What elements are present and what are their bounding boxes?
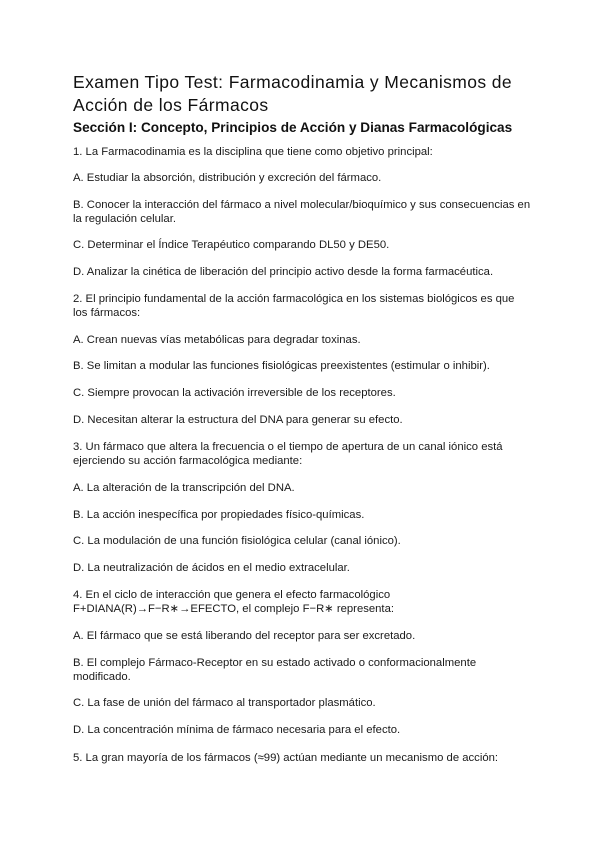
question-3-option-d: D. La neutralización de ácidos en el medio extracelular. [73, 562, 350, 574]
page-title: Examen Tipo Test: Farmacodinamia y Mecanismos de Acción de los Fármacos [73, 72, 513, 115]
question-2-option-a: A. Crean nuevas vías metabólicas para degradar toxinas. [73, 334, 361, 346]
question-2-option-d: D. Necesitan alterar la estructura del DNA para generar su efecto. [73, 414, 403, 426]
question-1-stem: 1. La Farmacodinamia es la disciplina que tiene como objetivo principal: [73, 146, 433, 158]
question-3-stem: 3. Un fármaco que altera la frecuencia o el tiempo de apertura de un canal iónico está ejerciendo su acción farmacológica mediante: [73, 441, 503, 467]
question-4-stem: 4. En el ciclo de interacción que genera el efecto farmacológico F+DIANA(R)→F−R∗→EFECTO, el complejo F−R∗ representa: [73, 589, 394, 615]
question-3-option-a: A. La alteración de la transcripción del DNA. [73, 482, 295, 494]
question-4-option-c: C. La fase de unión del fármaco al transportador plasmático. [73, 697, 376, 709]
question-1-option-b: B. Conocer la interacción del fármaco a nivel molecular/bioquímico y sus consecuencias en la regulación celular. [73, 199, 531, 225]
question-4-option-a: A. El fármaco que se está liberando del receptor para ser excretado. [73, 630, 416, 642]
question-1-option-d: D. Analizar la cinética de liberación del principio activo desde la forma farmacéutica. [73, 266, 494, 278]
section-heading: Sección I: Concepto, Principios de Acción y Dianas Farmacológicas [73, 120, 513, 135]
question-1-option-c: C. Determinar el Índice Terapéutico comparando DL50 y DE50. [73, 239, 390, 251]
question-5-stem: 5. La gran mayoría de los fármacos (≈99) actúan mediante un mecanismo de acción: [73, 752, 499, 764]
question-2-stem: 2. El principio fundamental de la acción farmacológica en los sistemas biológicos es que los fármacos: [73, 293, 515, 319]
question-1-option-a: A. Estudiar la absorción, distribución y excreción del fármaco. [73, 172, 382, 184]
question-4-option-d: D. La concentración mínima de fármaco necesaria para el efecto. [73, 724, 401, 736]
question-3-option-c: C. La modulación de una función fisiológica celular (canal iónico). [73, 535, 401, 547]
question-2-option-b: B. Se limitan a modular las funciones fisiológicas preexistentes (estimular o inhibir). [73, 360, 490, 372]
question-4-option-b: B. El complejo Fármaco-Receptor en su estado activado o conformacionalmente modificado. [73, 657, 477, 683]
question-2-option-c: C. Siempre provocan la activación irreversible de los receptores. [73, 387, 396, 399]
question-3-option-b: B. La acción inespecífica por propiedades físico-químicas. [73, 509, 365, 521]
